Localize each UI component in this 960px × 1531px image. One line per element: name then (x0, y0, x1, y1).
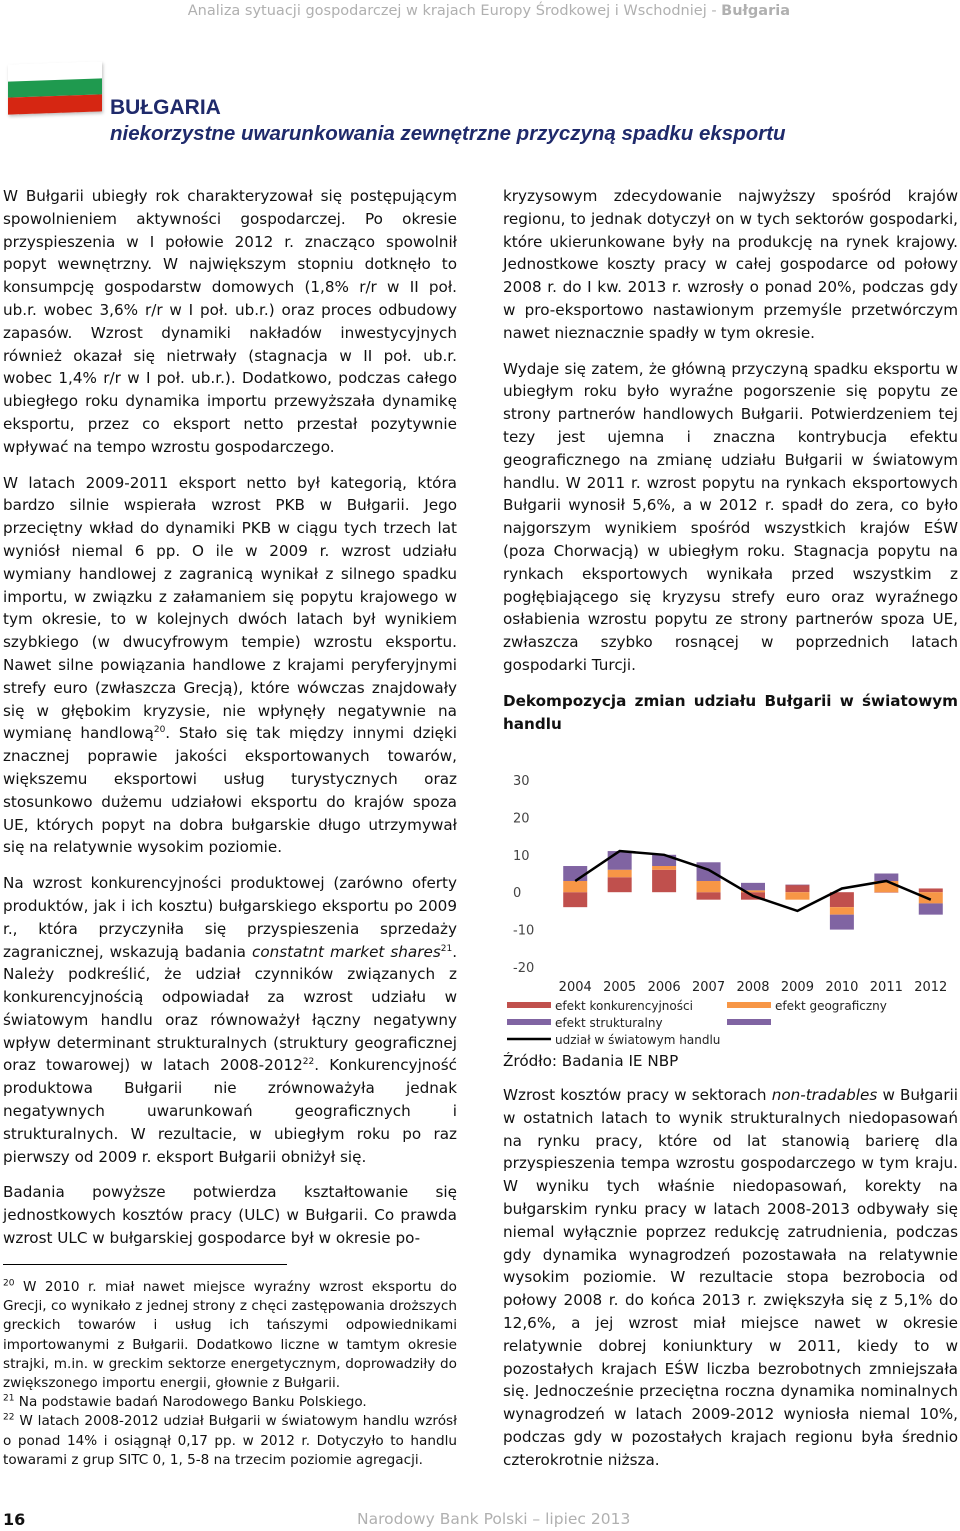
legend-label: efekt konkurencyjności (555, 999, 693, 1013)
bar-segment (919, 892, 943, 903)
bar-segment (608, 877, 632, 892)
bar-segment (652, 866, 676, 870)
left-column (3, 185, 457, 1263)
footnote-ref: 21 (440, 943, 453, 954)
x-tick-label: 2012 (914, 980, 948, 995)
paragraph: W Bułgarii ubiegły rok charakteryzował się postępującym spowolnieniem aktywności gospodarczej. Po okresie przyspieszenia w I połowie 2012 r. znacząco spowolnił popyt wewnętrzny. W największym stopniu dotknęło to konsumpcję gospodarstw domowych (1,8% r/r w II poł. ub.r. wobec 3,6% r/r w I poł. ub.r.) oraz proces odbudowy zapasów. Wzrost dynamiki nakładów inwestycyjnych również okazał się nietrwały (stagnacja w II poł. ub.r. wobec 1,4% r/r w I poł. ub.r.). Dodatkowo, podczas całego ubiegłego roku dynamika importu przewyższała dynamikę eksportu, przez co eksport netto przestał pozytywnie wpływać na tempo wzrostu gospodarczego. (3, 187, 457, 456)
x-tick-label: 2007 (692, 980, 726, 995)
paragraph: Wydaje się zatem, że główną przyczyną spadku eksportu w ubiegłym roku było wyraźne pogorszenie się popytu ze strony partnerów handlowych Bułgarii. Potwierdzeniem tej tezy jest ujemna i znaczna kontrybucja efektu geograficznego na zmianę udziału Bułgarii w światowym handlu. W 2011 r. wzrost popytu na rynkach eksportowych Bułgarii wynosił 5,6%, a w 2012 r. spadł do zera, co było najgorszym wynikiem spośród wszystkich krajów EŚW (poza Chorwacją) w ubiegłym roku. Stagnacja popytu na rynkach eksportowych wynikała przed wszystkim z pogłębiającego się kryzysu strefy euro oraz wyraźnego osłabienia wzrostu popytu ze strony partnerów spoza UE, zwłaszcza szybko rosnącej w poprzednich latach gospodarki Turcji. (503, 359, 958, 674)
legend-swatch (507, 1019, 551, 1025)
legend-label: efekt strukturalny (555, 1016, 663, 1030)
bar-segment (697, 881, 721, 892)
bar-segment (563, 866, 587, 881)
bar-segment (741, 883, 765, 890)
country-title: BUŁGARIA (110, 96, 221, 119)
footnote: $^{21}$ Na podstawie badań Narodowego Banku Polskiego. (3, 1393, 367, 1411)
bar-segment (608, 870, 632, 877)
x-tick-label: 2009 (780, 980, 814, 995)
x-tick-label: 2010 (825, 980, 859, 995)
paragraph: kryzysowym zdecydowanie najwyższy spośród krajów regionu, to jednak dotyczył on w tych sektorów gospodarki, które ukierunkowane były na produkcję na rynek krajowy. Jednostkowe koszty pracy w całej gospodarce od połowy 2008 r. do I kw. 2013 r. wzrosły o ponad 20%, podczas gdy w pro-eksportowo nastawionym przemyśle przetwórczym nawet nieznacznie spadły w tym okresie. (503, 187, 958, 342)
right-column-lower (503, 1084, 958, 1485)
bar-segment (563, 892, 587, 907)
chart-title: Dekompozycja zmian udziału Bułgarii w światowym handlu (503, 691, 958, 733)
bulgarian-flag-icon (8, 61, 102, 114)
footnote-rule (3, 1264, 287, 1265)
x-tick-label: 2006 (647, 980, 681, 995)
footer-text: Narodowy Bank Polski – lipiec 2013 (357, 1510, 631, 1528)
paragraph: Wzrost kosztów pracy w sektorach non-tradables w Bułgarii w ostatnich latach to wynik strukturalnych niedopasowań na rynku pracy, które od lat stanowią barierę dla przyspieszenia tempa wzrostu gospodarczego w tym kraju. W wyniku tych właśnie niedopasowań, korekty na bułgarskim rynku pracy w latach 2008-2013 odbywały się niemal wyłącznie poprzez redukcję zatrudnienia, podczas gdy dynamika wynagrodzeń pozostawała na relatywnie wysokim poziomie. W rezultacie stopa bezrobocia od połowy 2008 r. do końca 2013 r. zwiększyła się z 5,1% do 12,6%, a jej wzrost miał miejsce nawet w okresie relatywnie dobrej koniunktury w 2011, kiedy to w pozostałych krajach EŚW liczba bezrobotnych zmniejszała się. Jednocześnie przeciętna roczna dynamika nominalnych wynagrodzeń w latach 2009-2012 wyniosła niemal 10%, podczas gdy w pozostałych krajach regionu była średnio czterokrotnie niższa. (503, 1086, 958, 1469)
x-tick-label: 2005 (603, 980, 637, 995)
bar-segment (563, 881, 587, 892)
page-number: 16 (3, 1510, 26, 1529)
bar-segment (785, 885, 809, 886)
bar-segment (608, 851, 632, 870)
legend-swatch (507, 1002, 551, 1008)
y-tick-label: 30 (513, 774, 530, 789)
bar-segment (785, 892, 809, 899)
bar-segment (830, 907, 854, 914)
bar-segment (652, 870, 676, 892)
decomposition-chart (503, 768, 958, 1053)
footnote-ref: 20 (153, 725, 166, 736)
y-tick-label: -10 (513, 923, 535, 939)
footnotes (3, 1278, 457, 1470)
paragraph: Na wzrost konkurencyjności produktowej (zarówno oferty produktów, jak i ich kosztu) bułgarskiego eksportu po 2009 r., która przyczyniła się przyspieszenia sprzedaży zagranicznej, wskazują badania constatnt market shares$^{21}$. Należy podkreślić, że udział czynników związanych z konkurencyjnością odpowiadał za wzrost udziału w światowym handlu oraz równoważył łączny negatywny wpływ determinant strukturalnych (struktury geograficznej oraz towarowej) w latach 2008-2012$^{22}$. Konkurencyjność produktowa Bułgarii nie zrównoważyła jednak negatywnych uwarunkowań geograficznych i strukturalnych. W rezultacie, w ubiegłym roku po raz pierwszy od 2009 r. eksport Bułgarii obniżył się. (3, 874, 458, 1166)
y-tick-label: 10 (513, 848, 530, 864)
legend-label: udział w światowym handlu (555, 1033, 721, 1047)
bar-segment (874, 892, 898, 893)
bar-segment (919, 888, 943, 892)
x-tick-label: 2011 (869, 980, 903, 995)
bar-segment (697, 892, 721, 899)
bar-segment (830, 892, 854, 907)
paragraph: Badania powyższe potwierdza kształtowanie się jednostkowych kosztów pracy (ULC) w Bułgarii. Co prawda wzrost ULC w bułgarskiej gospodarce był w okresie po- (3, 1183, 457, 1248)
chart-source: Źródło: Badania IE NBP (503, 1052, 679, 1070)
legend-label: efekt geograficzny (775, 999, 887, 1013)
article-subtitle: niekorzystne uwarunkowania zewnętrzne przyczyną spadku eksportu (110, 122, 786, 145)
y-tick-label: 0 (513, 886, 522, 902)
bar-segment (785, 885, 809, 892)
legend-swatch (727, 1019, 771, 1025)
legend-swatch (727, 1002, 771, 1008)
bar-segment (697, 862, 721, 881)
y-tick-label: -20 (513, 961, 535, 976)
running-header: Analiza sytuacji gospodarczej w krajach Europy Środkowej i Wschodniej - Bułgaria (187, 3, 790, 19)
chart-svg (503, 768, 958, 1053)
y-tick-label: 20 (513, 811, 530, 827)
bar-segment (919, 903, 943, 914)
x-tick-label: 2004 (558, 980, 592, 995)
footnote: $^{22}$ W latach 2008-2012 udział Bułgarii w światowym handlu wzrósł o ponad 14% i osiągnął 0,17 pp. w 2012 r. Dotyczyło to handlu towarami z grup SITC 0, 1, 5-8 na trzecim poziomie agregacji. (3, 1412, 457, 1468)
paragraph: W latach 2009-2011 eksport netto był kategorią, która bardzo silnie wspierała wzrost PKB w Bułgarii. Jego przeciętny wkład do dynamiki PKB w ciągu tych trzech lat wyniósł niemal 6 pp. O ile w 2009 r. wzrost udziału wymiany handlowej z zagranicą wynikał z silnego spadku importu, w związku z załamaniem się popytu krajowego w tym okresie, to w kolejnych dwóch latach był wynikiem szybkiego (w dwucyfrowym tempie) wzrostu eksportu. Nawet silne powiązania handlowe z krajami peryferyjnymi strefy euro (zwłaszcza Grecją), które wówczas znajdowały się w głębokim kryzysie, nie wpłynęły negatywnie na wymianę handlową$^{20}$. Stało się tak między innymi dzięki znacznej poprawie jakości eksportowanych towarów, większemu eksportowi usług turystycznych oraz stosunkowo dużemu udziałowi eksportu do krajów spoza UE, których popyt na dobra bułgarskie długo utrzymywał się na relatywnie wysokim poziomie. (3, 473, 457, 857)
footnote-ref: 22 (302, 1057, 315, 1068)
bar-segment (830, 915, 854, 930)
footnote: $^{20}$ W 2010 r. miał nawet miejsce wyraźny wzrost eksportu do Grecji, co wynikało z jednej strony z chęci zastępowania droższych greckich towarów i usług ich tańszymi odpowiednikami importowanymi z Bułgarii. Dodatkowo liczne w tamtym okresie strajki, m.in. w greckim sektorze energetycznym, doprowadziły do zwiększonego importu energii, głownie z Bułgarii. (3, 1278, 457, 1392)
right-column (503, 185, 958, 750)
x-tick-label: 2008 (736, 980, 770, 995)
